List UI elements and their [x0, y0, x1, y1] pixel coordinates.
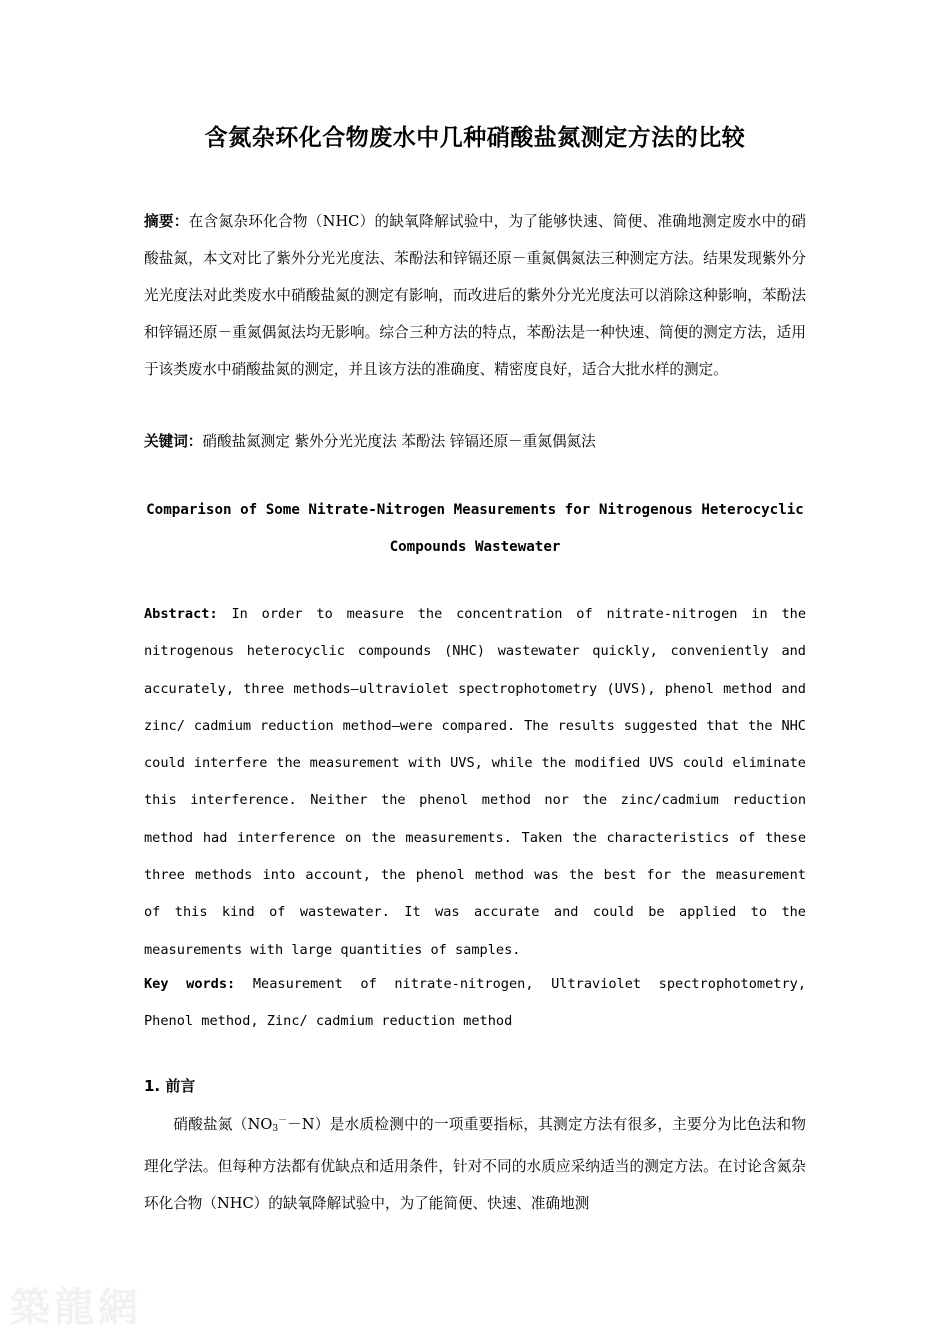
chinese-keywords-label: 关键词： — [144, 433, 203, 450]
chinese-abstract — [144, 203, 806, 388]
english-keywords-label: Key words: — [144, 976, 236, 992]
chinese-abstract-label: 摘要： — [144, 213, 189, 230]
section-heading-introduction: 1. 前言 — [144, 1077, 196, 1095]
english-title — [144, 492, 806, 566]
chinese-keywords — [144, 426, 806, 458]
english-title-line-2: Compounds Wastewater — [389, 539, 561, 555]
english-abstract-text: In order to measure the concentration of nitrate-nitrogen in the nitrogenous heterocyclic compounds (NHC) wastewater quickly, conveniently and accurately, three methods—ultraviolet spectrophotometry (UVS), phenol method and zinc/ cadmium reduction method—were compared. The results suggested that the NHC could interfere the measurement with UVS, while the modified UVS could eliminate this interference. Neither the phenol method nor the zinc/cadmium reduction method had interference on the measurements. Taken the characteristics of these three methods into account, the phenol method was the best for the measurement of this kind of wastewater. It was accurate and could be applied to the measurements with large quantities of samples. — [144, 606, 806, 958]
intro-subscript: 3 — [272, 1124, 279, 1134]
paper-title: 含氮杂环化合物废水中几种硝酸盐氮测定方法的比较 — [204, 125, 746, 151]
intro-superscript: － — [278, 1116, 288, 1126]
watermark-logo: 築龍網 — [10, 1284, 142, 1331]
english-keywords-text: Measurement of nitrate-nitrogen, Ultraviolet spectrophotometry, Phenol method, Zinc/ cadmium reduction method — [144, 976, 807, 1030]
intro-text-prefix: 硝酸盐氮（NO — [173, 1116, 273, 1133]
chinese-keywords-text: 硝酸盐氮测定 紫外分光光度法 苯酚法 锌镉还原－重氮偶氮法 — [202, 433, 596, 450]
english-title-line-1: Comparison of Some Nitrate-Nitrogen Measurements for Nitrogenous Heterocyclic — [146, 502, 804, 518]
introduction-paragraph — [144, 1103, 806, 1222]
english-abstract-label: Abstract: — [144, 606, 218, 622]
intro-text: －N）是水质检测中的一项重要指标，其测定方法有很多，主要分为比色法和物理化学法。但每种方法都有优缺点和适用条件，针对不同的水质应采纳适当的测定方法。在讨论含氮杂环化合物（NHC）的缺氧降解试验中，为了能简便、快速、准确地测 — [144, 1116, 806, 1212]
english-abstract — [144, 596, 806, 969]
chinese-abstract-text: 在含氮杂环化合物（NHC）的缺氧降解试验中，为了能够快速、简便、准确地测定废水中的硝酸盐氮，本文对比了紫外分光光度法、苯酚法和锌镉还原－重氮偶氮法三种测定方法。结果发现紫外分光光度法对此类废水中硝酸盐氮的测定有影响，而改进后的紫外分光光度法可以消除这种影响，苯酚法和锌镉还原－重氮偶氮法均无影响。综合三种方法的特点，苯酚法是一种快速、简便的测定方法，适用于该类废水中硝酸盐氮的测定，并且该方法的准确度、精密度良好，适合大批水样的测定。 — [144, 213, 806, 378]
english-keywords — [144, 966, 806, 1041]
